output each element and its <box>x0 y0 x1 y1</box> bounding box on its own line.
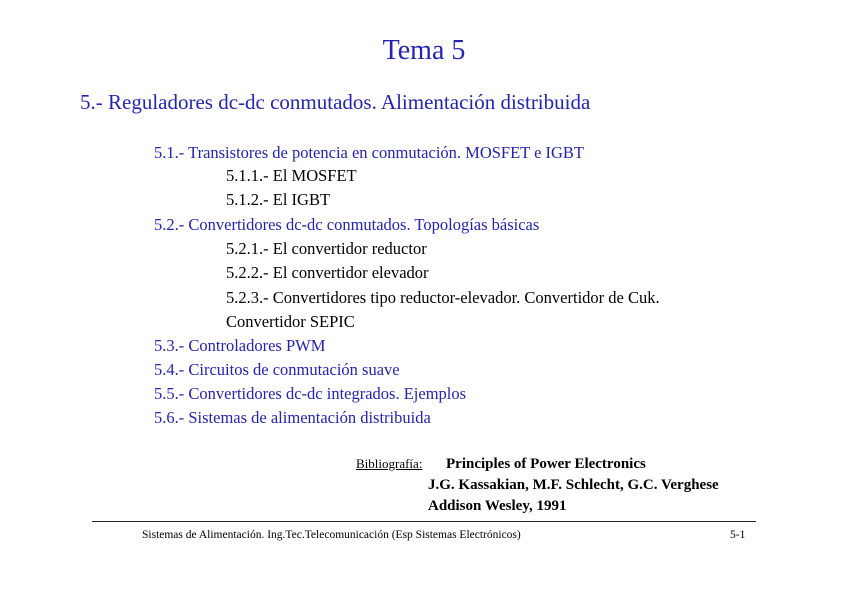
footer-divider <box>92 521 756 522</box>
outline-subsection-5-2-3-continued: Convertidor SEPIC <box>226 312 355 331</box>
footer-page-number: 5-1 <box>730 529 746 541</box>
outline-section-5-5: 5.5.- Convertidores dc-dc integrados. Ejemplos <box>154 384 467 403</box>
bibliography-authors: J.G. Kassakian, M.F. Schlecht, G.C. Verghese <box>428 477 719 493</box>
outline-section-5-4: 5.4.- Circuitos de conmutación suave <box>154 360 400 379</box>
outline-section-5-3: 5.3.- Controladores PWM <box>154 336 326 355</box>
outline-section-5-2: 5.2.- Convertidores dc-dc conmutados. Topologías básicas <box>154 215 540 234</box>
slide-title: Tema 5 <box>382 35 466 66</box>
outline-subsection-5-1-2: 5.1.2.- El IGBT <box>226 190 331 209</box>
bibliography-label: Bibliografía: <box>356 456 423 471</box>
outline-subsection-5-1-1: 5.1.1.- El MOSFET <box>226 166 357 185</box>
outline-section-5-6: 5.6.- Sistemas de alimentación distribuida <box>154 408 431 427</box>
outline-subsection-5-2-3: 5.2.3.- Convertidores tipo reductor-elevador. Convertidor de Cuk. <box>226 288 660 307</box>
outline-subsection-5-2-1: 5.2.1.- El convertidor reductor <box>226 239 427 258</box>
footer-course-text: Sistemas de Alimentación. Ing.Tec.Telecomunicación (Esp Sistemas Electrónicos) <box>142 529 521 541</box>
slide-subtitle: 5.- Reguladores dc-dc conmutados. Alimentación distribuida <box>80 90 591 114</box>
bibliography-book-title: Principles of Power Electronics <box>446 456 646 472</box>
outline-section-5-1: 5.1.- Transistores de potencia en conmutación. MOSFET e IGBT <box>154 143 585 162</box>
outline-subsection-5-2-2: 5.2.2.- El convertidor elevador <box>226 263 429 282</box>
bibliography-publisher: Addison Wesley, 1991 <box>428 498 567 514</box>
